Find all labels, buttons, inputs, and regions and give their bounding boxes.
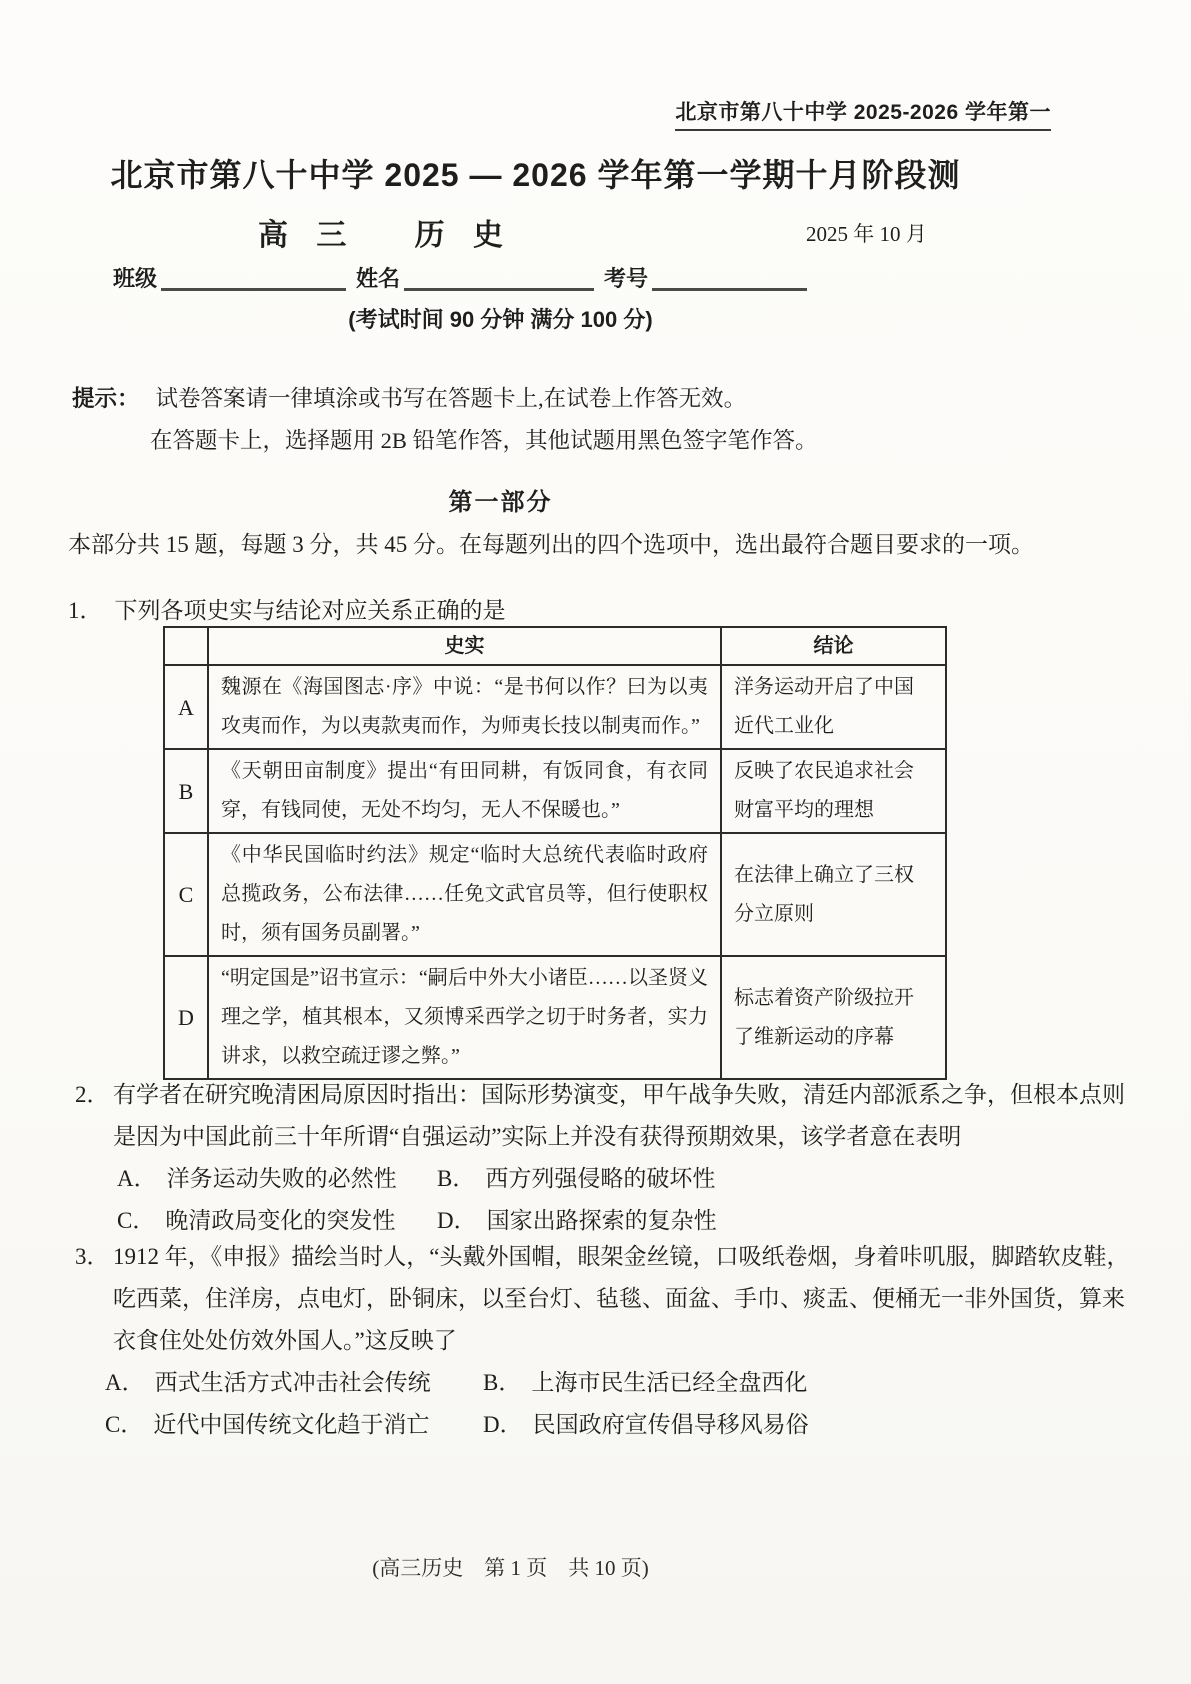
subject-row (0, 210, 1191, 254)
option-d-label: D． (483, 1412, 523, 1437)
option-c-label: C． (117, 1208, 156, 1233)
row-d-conclusion: 标志着资产阶级拉开了维新运动的序幕 (721, 956, 946, 1079)
row-c-label: C (164, 833, 208, 956)
option-a-label: A． (105, 1370, 145, 1395)
table-header-row (164, 627, 946, 665)
option-a-label: A． (117, 1166, 157, 1191)
question-1-stem: 下列各项史实与结论对应关系正确的是 (114, 598, 506, 623)
class-label: 班级 (113, 266, 158, 291)
part-one-description: 本部分共 15 题，每题 3 分，共 45 分。在每题列出的四个选项中，选出最符合题目要求的一项。 (68, 532, 1034, 557)
notice-line-2: 在答题卡上，选择题用 2B 铅笔作答，其他试题用黑色签字笔作答。 (150, 428, 818, 453)
table-row-d (164, 956, 946, 1079)
option-c (105, 1404, 483, 1446)
row-c-conclusion: 在法律上确立了三权分立原则 (721, 833, 946, 956)
option-d-text: 国家出路探索的复杂性 (486, 1208, 717, 1233)
row-d-label: D (164, 956, 208, 1079)
option-c-text: 近代中国传统文化趋于消亡 (153, 1412, 430, 1437)
class-blank (161, 264, 346, 291)
name-label: 姓名 (356, 266, 401, 291)
option-b (437, 1158, 715, 1200)
table-header-fact: 史实 (208, 627, 721, 665)
option-b-label: B． (437, 1166, 476, 1191)
table-header-conclusion: 结论 (721, 627, 946, 665)
corner-header: 北京市第八十中学 2025-2026 学年第一 (675, 96, 1051, 131)
row-b-conclusion: 反映了农民追求社会财富平均的理想 (721, 749, 946, 833)
table-row-a (164, 665, 946, 749)
option-b-label: B． (483, 1370, 522, 1395)
option-b-text: 西方列强侵略的破坏性 (485, 1166, 716, 1191)
question-3-stem: 1912 年，《申报》描绘当时人，“头戴外国帽，眼架金丝镜，口吸纸卷烟，身着咔叽服，脚踏软皮鞋，吃西菜，住洋房，点电灯，卧铜床，以至台灯、毡毯、面盆、手巾、痰盂、便桶无一非外国货，算来衣食住处处仿效外国人。”这反映了 (113, 1244, 1130, 1353)
exam-info: (考试时间 90 分钟 满分 100 分) (348, 307, 653, 332)
question-3-options-ab (105, 1362, 1147, 1404)
subject-title: 高 三 历 史 (257, 219, 513, 252)
row-b-label: B (164, 749, 208, 833)
notice-line-1: 试卷答案请一律填涂或书写在答题卡上,在试卷上作答无效。 (155, 386, 747, 411)
option-c-label: C． (105, 1412, 144, 1437)
row-b-fact: 《天朝田亩制度》提出“有田同耕，有饭同食，有衣同穿，有钱同使，无处不均匀，无人不保暖也。” (208, 749, 721, 833)
notice-block (72, 378, 1142, 462)
page-footer: (高三历史 第 1 页 共 10 页) (372, 1556, 649, 1580)
question-3-options-cd (105, 1404, 1147, 1446)
option-b-text: 上海市民生活已经全盘西化 (531, 1370, 808, 1395)
name-blank (404, 264, 594, 291)
question-2-number: 2． (75, 1082, 110, 1107)
option-a-text: 洋务运动失败的必然性 (166, 1166, 397, 1191)
question-2 (75, 1074, 1147, 1242)
question-2-stem: 有学者在研究晚清困局原因时指出：国际形势演变，甲午战争失败，清廷内部派系之争，但根本点则是因为中国此前三十年所谓“自强运动”实际上并没有获得预期效果，该学者意在表明 (113, 1082, 1125, 1149)
fact-conclusion-table (163, 626, 947, 1080)
option-a (105, 1362, 483, 1404)
option-d-label: D． (437, 1208, 477, 1233)
row-a-fact: 魏源在《海国图志·序》中说：“是书何以作？曰为以夷攻夷而作，为以夷款夷而作，为师夷长技以制夷而作。” (208, 665, 721, 749)
id-blank (652, 264, 807, 291)
row-c-fact: 《中华民国临时约法》规定“临时大总统代表临时政府总揽政务，公布法律……任免文武官员等，但行使职权时，须有国务员副署。” (208, 833, 721, 956)
table-row-b (164, 749, 946, 833)
page-title: 北京市第八十中学 2025 — 2026 学年第一学期十月阶段测 (110, 157, 961, 193)
option-d-text: 民国政府宣传倡导移风易俗 (532, 1412, 809, 1437)
part-one-heading: 第一部分 (448, 489, 553, 516)
option-c-text: 晚清政局变化的突发性 (165, 1208, 396, 1233)
table-header-empty (164, 627, 208, 665)
exam-date: 2025 年 10 月 (806, 222, 927, 246)
id-label: 考号 (604, 266, 649, 291)
row-a-label: A (164, 665, 208, 749)
question-3-number: 3． (75, 1244, 110, 1269)
option-b (483, 1362, 807, 1404)
option-d (483, 1404, 809, 1446)
question-3 (75, 1236, 1147, 1446)
option-a (117, 1158, 437, 1200)
question-2-options-ab (117, 1158, 1147, 1200)
row-d-fact: “明定国是”诏书宣示：“嗣后中外大小诸臣……以圣贤义理之学，植其根本，又须博采西学之切于时务者，实力讲求，以救空疏迂谬之弊。” (208, 956, 721, 1079)
question-1 (68, 592, 1068, 625)
row-a-conclusion: 洋务运动开启了中国近代工业化 (721, 665, 946, 749)
question-1-number: 1． (68, 598, 103, 623)
table-row-c (164, 833, 946, 956)
student-info-row (113, 262, 807, 293)
notice-label: 提示： (72, 386, 140, 411)
option-a-text: 西式生活方式冲击社会传统 (154, 1370, 431, 1395)
